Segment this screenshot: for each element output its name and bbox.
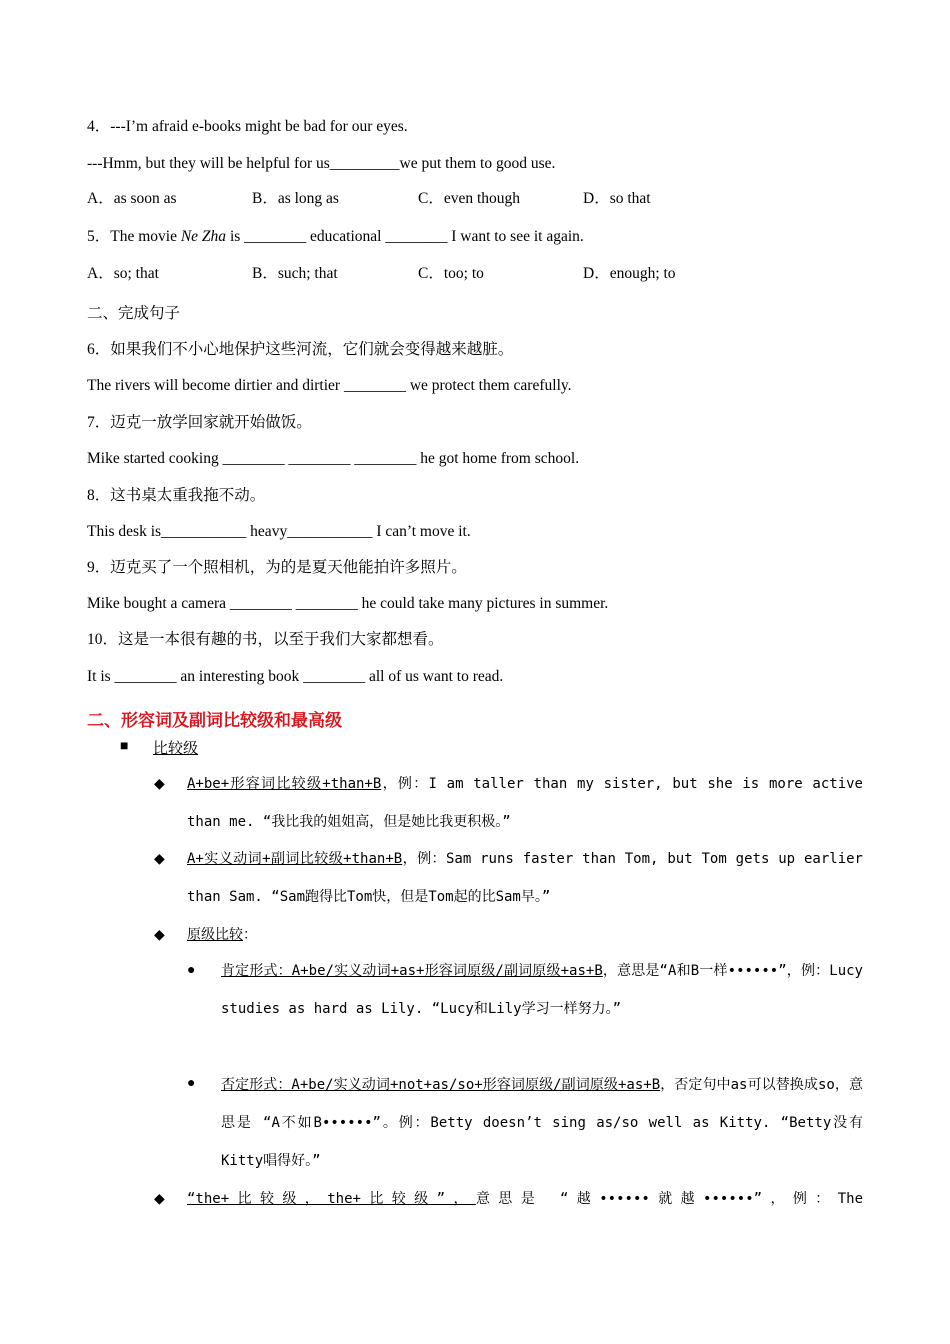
q5-option-c: C．too; to xyxy=(418,265,484,282)
q5-option-b: B．such; that xyxy=(252,265,338,282)
square-bullet-icon: ■ xyxy=(120,739,129,754)
q4-option-b: B．as long as xyxy=(252,190,339,207)
q4-stem: 4．---I’m afraid e-books might be bad for our eyes. xyxy=(87,118,408,135)
q4-option-c: C．even though xyxy=(418,190,521,207)
rule-3a xyxy=(221,952,863,1028)
rule-3 xyxy=(187,916,863,954)
q6-chinese: 6．如果我们不小心地保护这些河流，它们就会变得越来越脏。 xyxy=(87,341,514,358)
q5-option-a: A．so; that xyxy=(87,265,159,282)
q10-english: It is ________ an interesting book ________ all of us want to read. xyxy=(87,668,504,685)
rule-3a-formula: 肯定形式：A+be/实义动词+as+形容词原级/副词原级+as+B xyxy=(221,963,603,979)
q9-english: Mike bought a camera ________ ________ he could take many pictures in summer. xyxy=(87,595,609,612)
section-complete-sentences: 二、完成句子 xyxy=(87,305,181,322)
q8-english: This desk is___________ heavy___________ I can’t move it. xyxy=(87,523,471,540)
q9-chinese: 9．迈克买了一个照相机，为的是夏天他能拍许多照片。 xyxy=(87,559,467,576)
q4-line2: ---Hmm, but they will be helpful for us_________we put them to good use. xyxy=(87,155,556,172)
rule-1 xyxy=(187,765,863,841)
rule-1-formula: A+be+形容词比较级+than+B xyxy=(187,776,382,792)
q5-stem xyxy=(87,227,584,247)
diamond-bullet-icon: ◆ xyxy=(154,1192,165,1207)
q5-option-d: D．enough; to xyxy=(583,265,676,282)
q5-prefix: 5．The movie xyxy=(87,228,181,245)
rule-3b-formula: 否定形式：A+be/实义动词+not+as/so+形容词原级/副词原级+as+B xyxy=(221,1077,661,1093)
round-bullet-icon: ● xyxy=(187,1076,196,1091)
rule-1-text: ，例：I am taller than my sister, but she is more active than me. “我比我的姐姐高，但是她比我更积极。” xyxy=(187,776,863,830)
subheading-comparative: 比较级 xyxy=(153,739,199,757)
rule-2-formula: A+实义动词+副词比较级+than+B xyxy=(187,851,403,867)
diamond-bullet-icon: ◆ xyxy=(154,928,165,943)
rule-4 xyxy=(187,1180,863,1218)
q5-suffix: is ________ educational ________ I want to see it again. xyxy=(226,228,584,245)
rule-3-formula: 原级比较 xyxy=(187,927,243,943)
rule-2-text: ，例：Sam runs faster than Tom, but Tom gets up earlier than Sam. “Sam跑得比Tom快，但是Tom起的比Sam早。” xyxy=(187,851,863,905)
q8-chinese: 8．这书桌太重我拖不动。 xyxy=(87,487,266,504)
section-heading: 二、形容词及副词比较级和最高级 xyxy=(87,711,342,731)
q7-chinese: 7．迈克一放学回家就开始做饭。 xyxy=(87,414,312,431)
q5-movie-title: Ne Zha xyxy=(180,228,227,245)
rule-3b-text: ，否定句中as可以替换成so，意思是 “A不如B••••••”。例：Betty doesn’t sing as/so well as Kitty. “Betty没有Kitty唱得好。” xyxy=(221,1077,863,1169)
q4-option-a: A．as soon as xyxy=(87,190,177,207)
q6-english: The rivers will become dirtier and dirtier ________ we protect them carefully. xyxy=(87,377,572,394)
diamond-bullet-icon: ◆ xyxy=(154,852,165,867)
rule-3b xyxy=(221,1066,863,1180)
rule-4-formula: “the+比较级，the+比较级”， xyxy=(187,1191,476,1207)
rule-3a-text: ，意思是“A和B一样••••••”，例：Lucy studies as hard as Lily. “Lucy和Lily学习一样努力。” xyxy=(221,963,863,1017)
rule-4-text: 意思是 “越••••••就越••••••”，例：The xyxy=(475,1191,863,1207)
q7-english: Mike started cooking ________ ________ ________ he got home from school. xyxy=(87,450,580,467)
rule-2 xyxy=(187,840,863,916)
rule-3-text: ： xyxy=(243,927,257,943)
q10-chinese: 10．这是一本很有趣的书，以至于我们大家都想看。 xyxy=(87,631,444,648)
diamond-bullet-icon: ◆ xyxy=(154,777,165,792)
round-bullet-icon: ● xyxy=(187,963,196,978)
q4-option-d: D．so that xyxy=(583,190,651,207)
